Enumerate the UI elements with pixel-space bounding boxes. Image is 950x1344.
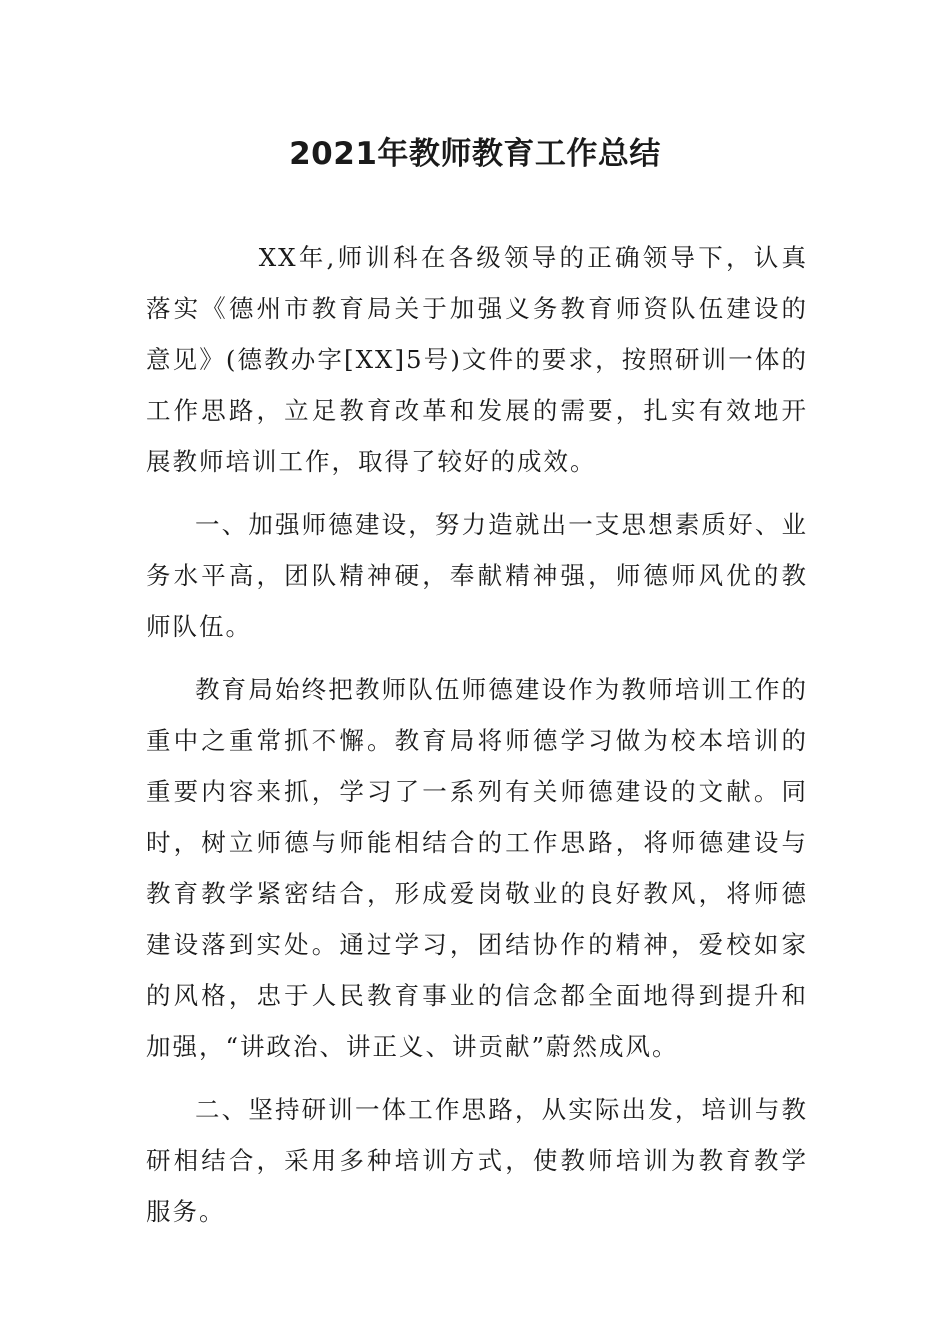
paragraph-section-one-heading: 一、加强师德建设，努力造就出一支思想素质好、业务水平高，团队精神硬，奉献精神强，师德师风优的教师队伍。 xyxy=(146,510,808,641)
document-body xyxy=(146,232,808,1249)
document-title: 2021年教师教育工作总结 xyxy=(289,136,661,172)
paragraph-intro: XX年,师训科在各级领导的正确领导下，认真落实《德州市教育局关于加强义务教育师资队伍建设的意见》(德教办字[XX]5号)文件的要求，按照研训一体的工作思路，立足教育改革和发展的需要，扎实有效地开展教师培训工作，取得了较好的成效。 xyxy=(146,243,808,476)
paragraph-section-two-heading: 二、坚持研训一体工作思路，从实际出发，培训与教研相结合，采用多种培训方式，使教师培训为教育教学服务。 xyxy=(146,1095,808,1226)
paragraph-section-one-body: 教育局始终把教师队伍师德建设作为教师培训工作的重中之重常抓不懈。教育局将师德学习做为校本培训的重要内容来抓，学习了一系列有关师德建设的文献。同时，树立师德与师能相结合的工作思路，将师德建设与教育教学紧密结合，形成爱岗敬业的良好教风，将师德建设落到实处。通过学习，团结协作的精神，爱校如家的风格，忠于人民教育事业的信念都全面地得到提升和加强，“讲政治、讲正义、讲贡献”蔚然成风。 xyxy=(146,675,808,1061)
